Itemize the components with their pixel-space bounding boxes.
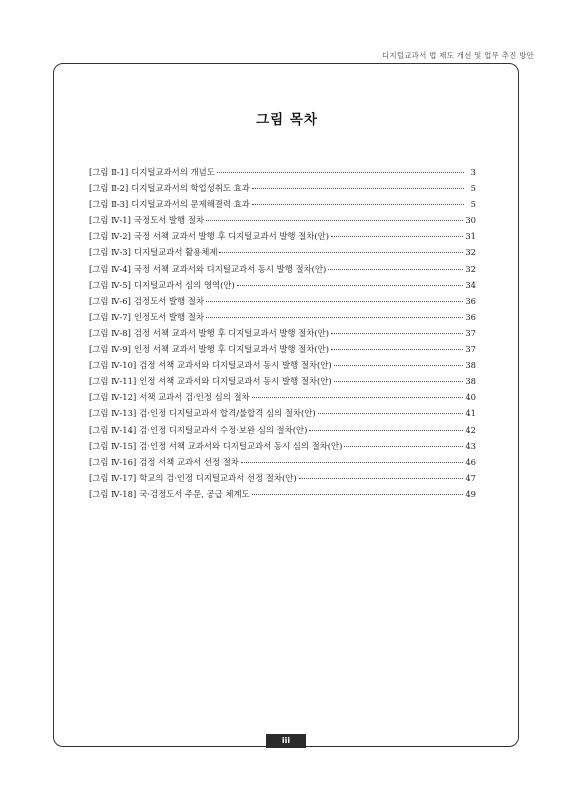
toc-entry[interactable] (89, 405, 476, 421)
figure-page-number: 5 (470, 183, 476, 194)
dot-leader (328, 269, 463, 270)
dot-leader (318, 413, 464, 414)
dot-leader (331, 333, 463, 334)
figure-page-number: 42 (465, 424, 476, 435)
figure-page-number: 5 (470, 199, 476, 210)
figure-title: 검정 서책 교과서와 디지털교과서 동시 발행 절차(안) (139, 360, 332, 371)
toc-entry[interactable] (89, 438, 476, 454)
figure-page-number: 31 (465, 231, 476, 242)
figure-page-number: 3 (470, 167, 476, 177)
dot-leader (252, 204, 464, 205)
figure-title: 검정 서책 교과서 선정 절차 (139, 456, 239, 467)
toc-entry[interactable] (89, 180, 476, 196)
figure-page-number: 32 (465, 247, 476, 258)
figure-title: 디지털교과서의 문제해결력 효과 (131, 199, 250, 210)
figure-title: 인정 서책 교과서와 디지털교과서 동시 발행 절차(안) (139, 376, 332, 387)
dot-leader (252, 188, 464, 189)
figure-page-number: 38 (465, 376, 476, 387)
dot-leader (334, 365, 464, 366)
figure-page-number: 41 (465, 408, 476, 419)
figure-label: [그림 Ⅳ-9] (89, 344, 131, 355)
running-header: 디지털교과서 법 제도 개선 및 업무 추진 방안 (381, 51, 534, 60)
figure-page-number: 47 (465, 472, 476, 483)
figure-label: [그림 Ⅳ-15] (89, 440, 137, 451)
dot-leader (206, 317, 463, 318)
toc-entry[interactable] (89, 228, 476, 244)
dot-leader (331, 349, 463, 350)
figure-title: 디지털교과서 심의 영역(안) (133, 279, 235, 290)
figure-label: [그림 Ⅳ-8] (89, 327, 131, 338)
figure-page-number: 32 (465, 263, 476, 274)
dot-leader (309, 430, 463, 431)
figure-page-number: 37 (465, 327, 476, 338)
dot-leader (237, 285, 464, 286)
dot-leader (241, 462, 463, 463)
page-number: iii (266, 734, 306, 748)
toc-entry[interactable] (89, 261, 476, 277)
figure-title: 인정도서 발행 절차 (133, 311, 204, 322)
figure-title: 서책 교과서 검·인정 심의 절차 (139, 392, 250, 403)
figure-title: 검정도서 발행 절차 (133, 295, 204, 306)
figure-page-number: 34 (465, 279, 476, 290)
figure-page-number: 40 (465, 392, 476, 403)
figure-label: [그림 Ⅳ-1] (89, 215, 131, 226)
toc-entry[interactable] (89, 325, 476, 341)
figure-page-number: 38 (465, 360, 476, 371)
dot-leader (331, 236, 463, 237)
figure-title: 학교의 검·인정 디지털교과서 선정 절차(안) (139, 472, 297, 483)
toc-entry[interactable] (89, 212, 476, 228)
dot-leader (299, 478, 464, 479)
figure-page-number: 49 (465, 488, 476, 499)
toc-entry[interactable] (89, 244, 476, 260)
dot-leader (252, 397, 464, 398)
figure-label: [그림 Ⅱ-1] (89, 167, 129, 177)
figure-title: 국정 서책 교과서와 디지털교과서 동시 발행 절차(안) (133, 263, 327, 274)
toc-entry[interactable] (89, 164, 476, 180)
dot-leader (344, 446, 463, 447)
figure-title: 디지털교과서의 학업성취도 효과 (131, 183, 250, 194)
figure-label: [그림 Ⅳ-7] (89, 311, 131, 322)
dot-leader (334, 381, 464, 382)
figure-label: [그림 Ⅳ-12] (89, 392, 137, 403)
figure-label: [그림 Ⅳ-14] (89, 424, 137, 435)
dot-leader (206, 220, 463, 221)
toc-entry[interactable] (89, 277, 476, 293)
figure-label: [그림 Ⅳ-10] (89, 360, 137, 371)
toc-entry[interactable] (89, 196, 476, 212)
figure-label: [그림 Ⅳ-18] (89, 488, 137, 499)
figure-title: 검·인정 서책 교과서와 디지털교과서 동시 심의 절차(안) (139, 440, 343, 451)
toc-entry[interactable] (89, 341, 476, 357)
figure-label: [그림 Ⅱ-2] (89, 183, 129, 194)
toc-entry[interactable] (89, 470, 476, 486)
page-title: 그림 목차 (256, 112, 318, 128)
dot-leader (217, 172, 464, 173)
toc-entry[interactable] (89, 357, 476, 373)
dot-leader (206, 301, 463, 302)
figure-label: [그림 Ⅳ-2] (89, 231, 131, 242)
toc-entry[interactable] (89, 486, 476, 502)
figure-title: 국정도서 발행 절차 (133, 215, 204, 226)
figure-page-number: 36 (465, 311, 476, 322)
toc-entry[interactable] (89, 373, 476, 389)
figure-label: [그림 Ⅳ-17] (89, 472, 137, 483)
figure-label: [그림 Ⅳ-16] (89, 456, 137, 467)
figure-page-number: 46 (465, 456, 476, 467)
figure-title: 검·인정 디지털교과서 합격/불합격 심의 절차(안) (139, 408, 316, 419)
figure-title: 인정 서책 교과서 발행 후 디지털교과서 발행 절차(안) (133, 344, 329, 355)
figure-label: [그림 Ⅱ-3] (89, 199, 129, 210)
figure-label: [그림 Ⅳ-3] (89, 247, 131, 258)
figure-title: 검정 서책 교과서 발행 후 디지털교과서 발행 절차(안) (133, 327, 329, 338)
toc-entry[interactable] (89, 454, 476, 470)
toc-entry[interactable] (89, 389, 476, 405)
figure-list (89, 164, 476, 502)
figure-title: 검·인정 디지털교과서 수정·보완 심의 절차(안) (139, 424, 308, 435)
toc-entry[interactable] (89, 293, 476, 309)
figure-title: 국·검정도서 주문, 공급 체계도 (139, 488, 250, 499)
figure-label: [그림 Ⅳ-11] (89, 376, 137, 387)
dot-leader (219, 252, 463, 253)
figure-label: [그림 Ⅳ-13] (89, 408, 137, 419)
toc-entry[interactable] (89, 309, 476, 325)
figure-title: 디지털교과서 활용체제 (133, 247, 218, 258)
figure-label: [그림 Ⅳ-4] (89, 263, 131, 274)
figure-title: 디지털교과서의 개념도 (131, 167, 215, 177)
figure-page-number: 30 (465, 215, 476, 226)
dot-leader (252, 494, 464, 495)
toc-entry[interactable] (89, 422, 476, 438)
figure-page-number: 43 (465, 440, 476, 451)
figure-label: [그림 Ⅳ-6] (89, 295, 131, 306)
figure-title: 국정 서책 교과서 발행 후 디지털교과서 발행 절차(안) (133, 231, 329, 242)
figure-page-number: 37 (465, 344, 476, 355)
figure-label: [그림 Ⅳ-5] (89, 279, 131, 290)
figure-page-number: 36 (465, 295, 476, 306)
